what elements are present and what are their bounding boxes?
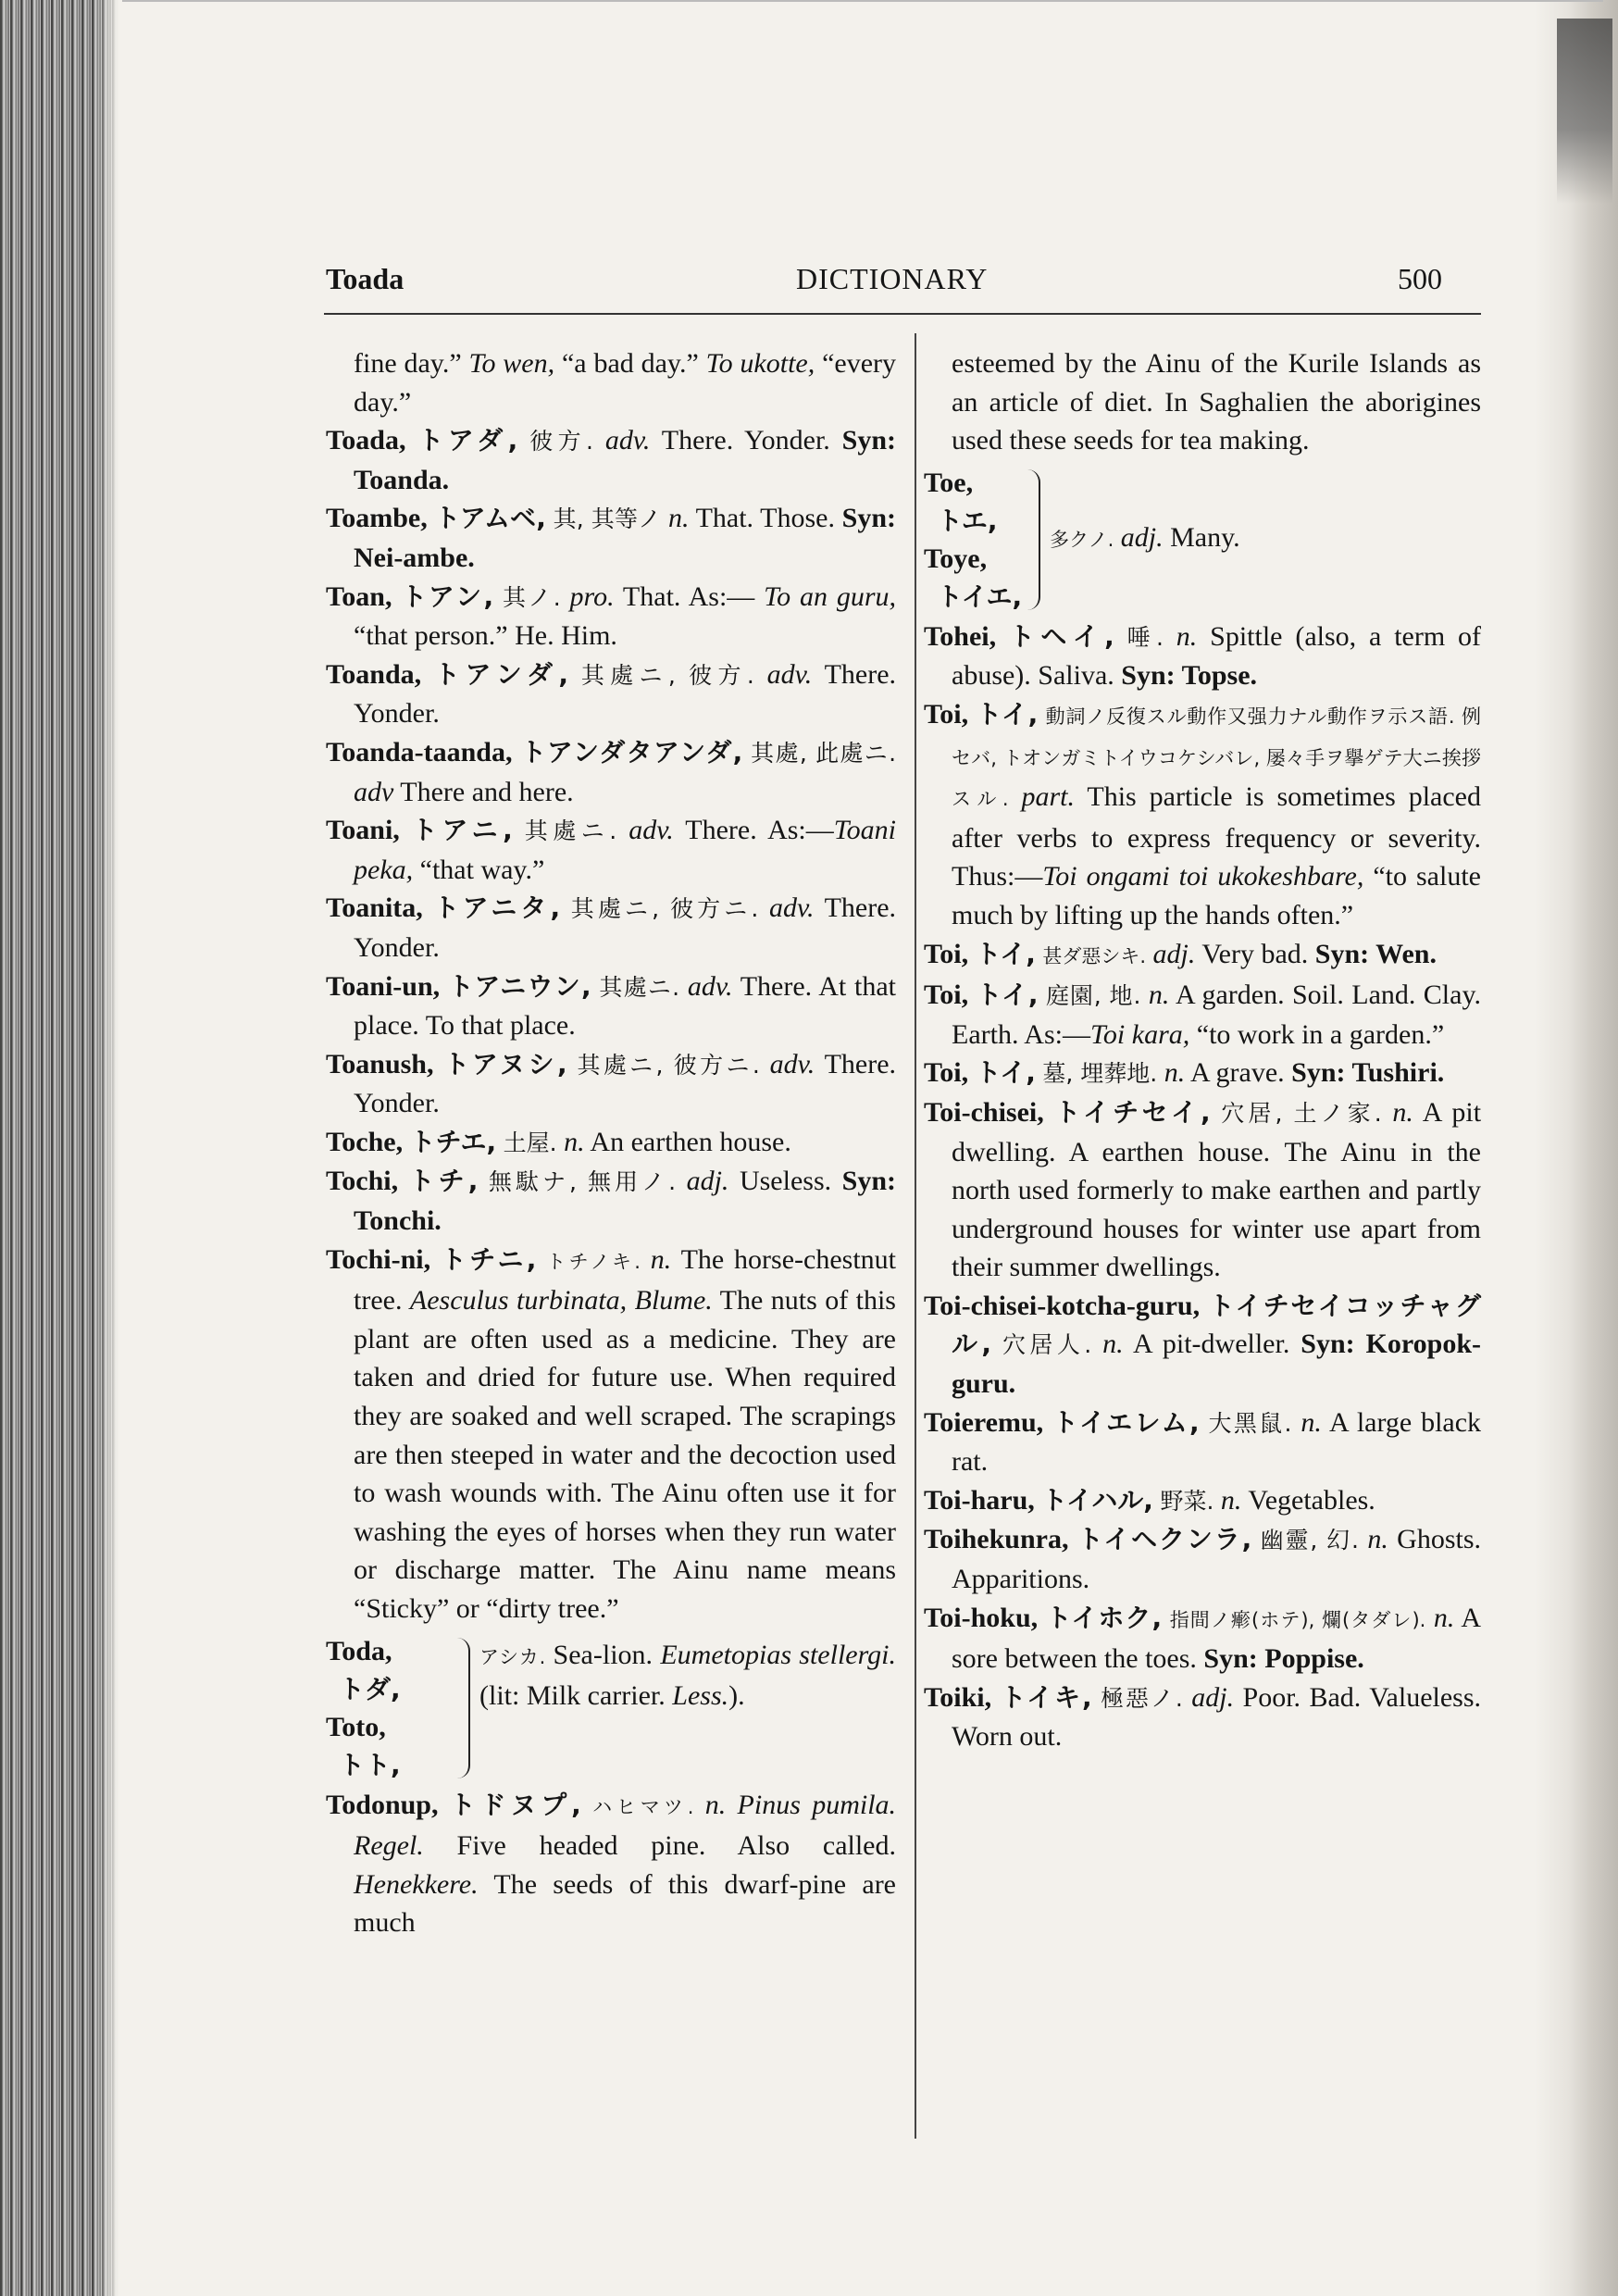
entry-toambe: Toambe, トアムベ, 其, 其等ノ n. That. Those. Syn: Nei-ambe. <box>326 503 897 573</box>
entry-todonup: Todonup, トドヌプ, ハヒマツ. n. Pinus pumila. Regel. Five headed pine. Also called. Henekkere. The seeds of this dwarf-pine are much <box>326 1789 897 1939</box>
entry-toi-chisei: Toi-chisei, トイチセイ, 穴居, 土ノ家. n. A pit dwelling. A earthen house. The Ainu in the north used formerly to make earthen and partly underground houses for winter use apart from their summer dwellings. <box>924 1096 1482 1283</box>
entry-toanush: Toanush, トアヌシ, 其處ニ, 彼方ニ. adv. There. Yonder. <box>326 1048 897 1119</box>
entry-tochi: Tochi, トチ, 無駄ナ, 無用ノ. adj. Useless. Syn: Tonchi. <box>326 1166 897 1237</box>
entry-toche: Toche, トチエ, 土屋. n. An earthen house. <box>326 1126 791 1157</box>
entry-toan: Toan, トアン, 其ノ. pro. That. As:— To an guru, “that person.” He. Him. <box>326 580 897 652</box>
entry-group-toe-toye <box>924 464 1481 616</box>
entry-toi-grave: Toi, トイ, 墓, 埋葬地. n. A grave. Syn: Tushiri. <box>924 1057 1445 1089</box>
brace-icon <box>455 1638 470 1778</box>
group-headwords: Toda, トダ, Toto, トト, <box>326 1635 401 1780</box>
entry-toi-hoku: Toi-hoku, トイホク, 指間ノ𤺋(ホテ), 爛(タダレ). n. A sore between the toes. Syn: Poppise. <box>924 1602 1481 1675</box>
running-head-word: Toada <box>326 262 404 295</box>
brace-icon <box>1026 469 1040 610</box>
entry-toi-bad: Toi, トイ, 甚ダ惡シキ. adj. Very bad. Syn: Wen. <box>924 938 1437 969</box>
entry-toi-chisei-kotcha-guru: Toi-chisei-kotcha-guru, トイチセイコッチャグル, 穴居人. n. A pit-dweller. Syn: Koropok-guru. <box>924 1290 1482 1400</box>
scan-edge-left <box>0 0 118 2296</box>
entry-toieremu: Toieremu, トイエレム, 大黑鼠. n. A large black rat. <box>924 1406 1482 1478</box>
entry-toi-garden: Toi, トイ, 庭園, 地. n. A garden. Soil. Land. Clay. Earth. As:—Toi kara, “to work in a garden.” <box>924 980 1482 1050</box>
scan-edge-right <box>1535 0 1618 2296</box>
entry-continuation: esteemed by the Ainu of the Kurile Islands as an article of diet. In Saghalien the aborigines used these seeds for tea making. <box>952 348 1481 456</box>
entry-toanita: Toanita, トアニタ, 其處ニ, 彼方ニ. adv. There. Yonder. <box>326 892 897 963</box>
group-definition: 多クノ. adj. Many. <box>1050 522 1240 554</box>
entry-toada: Toada, トアダ, 彼方. adv. There. Yonder. Syn: Toanda. <box>326 425 897 495</box>
entry-toi-particle: Toi, トイ, 動詞ノ反復スル動作又强力ナル動作ヲ示ス語. 例セバ, トオンガミトイウコケシバレ, 屡々手ヲ擧ゲテ大ニ挨拶スル. part. This particle is sometimes placed after verbs to express frequency or severity. Thus:—Toi ongami toi ukokeshbare, “to salute much by lifting up the hands often.” <box>924 698 1482 930</box>
entry-toanda: Toanda, トアンダ, 其處ニ, 彼方. adv. There. Yonder. <box>326 658 897 730</box>
group-definition: アシカ. Sea-lion. Eumetopias stellergi. (lit: Milk carrier. Less.). <box>479 1639 897 1712</box>
right-column <box>924 344 1481 1756</box>
scan-top-line <box>122 0 1603 2</box>
left-column <box>326 344 896 1942</box>
scan-shadow <box>1557 19 1612 204</box>
header-rule <box>324 313 1481 315</box>
entry-tohei: Tohei, トヘイ, 唾. n. Spittle (also, a term of abuse). Saliva. Syn: Topse. <box>924 620 1482 692</box>
entry-toiki: Toiki, トイキ, 極惡ノ. adj. Poor. Bad. Valueless. Worn out. <box>924 1681 1482 1753</box>
page-number: 500 <box>1398 262 1442 295</box>
entry-toi-haru: Toi-haru, トイハル, 野菜. n. Vegetables. <box>924 1484 1375 1516</box>
running-head-title: DICTIONARY <box>796 262 989 295</box>
column-divider <box>915 333 916 2139</box>
entry-toani-un: Toani-un, トアニウン, 其處ニ. adv. There. At that place. To that place. <box>326 970 897 1042</box>
entry-toanda-taanda: Toanda-taanda, トアンダタアンダ, 其處, 此處ニ. adv There and here. <box>326 736 897 807</box>
group-headwords: Toe, トエ, Toye, トイエ, <box>924 467 1023 612</box>
entry-continuation: fine day.” To wen, “a bad day.” To ukotte, “every day.” <box>354 348 896 418</box>
entry-toani: Toani, トアニ, 其處ニ. adv. There. As:—Toani peka, “that way.” <box>326 815 897 885</box>
entry-group-toda-toto <box>326 1632 896 1784</box>
entry-tochi-ni: Tochi-ni, トチニ, トチノキ. n. The horse-chestnut tree. Aesculus turbinata, Blume. The nuts of this plant are often used as a medicine. They are taken and dried for future use. When required they are soaked and well scraped. The scrapings are then steeped in water and the decoction used to wash wounds with. The Ainu often use it for washing the eyes of horses when they run water or discharge matter. The Ainu name means “Sticky” or “dirty tree.” <box>326 1243 896 1624</box>
entry-toihekunra: Toihekunra, トイヘクンラ, 幽靈, 幻. n. Ghosts. Apparitions. <box>924 1524 1482 1595</box>
